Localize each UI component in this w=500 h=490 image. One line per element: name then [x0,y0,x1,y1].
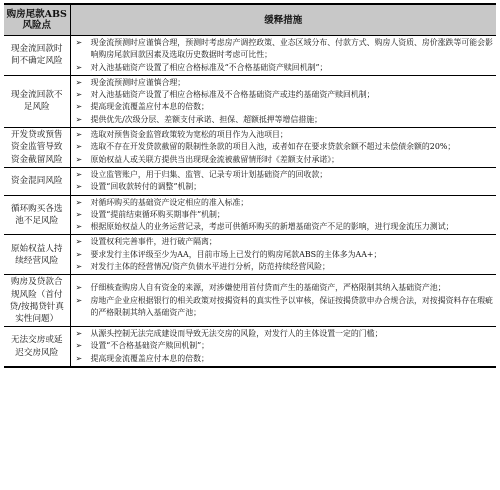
arrow-bullet-icon: ➢ [75,62,83,72]
risk-point-cell: 购房及贷款合规风险（首付贷/按揭贷针真实性问题） [4,275,70,327]
measure-text: 对入池基础资产设置了相应合格标准及“不合格基础资产赎回机制”； [90,62,328,72]
table-row [4,75,496,127]
measure-text: 现金流预测时应谨慎合理； [90,77,186,87]
measure-item [74,62,495,74]
measure-item [74,154,495,166]
measure-text: 设置“不合格基础资产赎回机制”； [90,341,210,351]
measure-text: 提高现金流覆盖应付本息的倍数； [90,353,209,363]
measure-text: 对循环购买的基础资产设定相应的准入标准； [90,197,249,207]
arrow-bullet-icon: ➢ [75,130,83,140]
measure-item [74,236,495,248]
abs-risk-mitigation-table [4,3,496,368]
arrow-bullet-icon: ➢ [75,169,83,179]
measure-text: 选取对预售资金监管政策较为宽松的项目作为入池项目； [90,130,288,140]
measure-text: 从源头控制无法完成建设而导致无法交房的风险，对发行人的主体设置一定的门槛； [90,329,383,339]
table-row [4,235,496,275]
measure-item [74,353,495,365]
measures-list [71,281,497,320]
measures-list [71,128,497,167]
measure-item [74,114,495,126]
measure-item [74,328,495,340]
measures-list [71,76,497,127]
table-row [4,167,496,195]
measures-cell [70,327,496,367]
measure-item [74,141,495,153]
measures-cell [70,195,496,235]
table-row [4,275,496,327]
arrow-bullet-icon: ➢ [75,249,83,259]
measure-text: 设置“回收款转付的调整”机制； [90,182,202,192]
arrow-bullet-icon: ➢ [75,295,83,305]
arrow-bullet-icon: ➢ [75,90,83,100]
measure-text: 设置“提前结束循环购买期事件”机制； [90,209,225,219]
measures-cell [70,167,496,195]
measure-item [74,209,495,221]
table-row [4,36,496,76]
arrow-bullet-icon: ➢ [75,38,83,47]
measures-list [71,168,497,195]
measure-text: 提高现金流覆盖应付本息的倍数； [90,102,209,112]
measure-item [74,37,495,62]
arrow-bullet-icon: ➢ [75,283,83,293]
table-body [4,36,496,368]
risk-point-cell: 资金混同风险 [4,167,70,195]
measures-cell [70,36,496,76]
arrow-bullet-icon: ➢ [75,237,83,247]
risk-point-cell: 现金流回款不足风险 [4,75,70,127]
measure-text: 提供优先/次级分层、差额支付承诺、担保、超额抵押等增信措施； [90,114,322,124]
arrow-bullet-icon: ➢ [75,197,83,207]
arrow-bullet-icon: ➢ [75,142,83,152]
arrow-bullet-icon: ➢ [75,182,83,192]
measure-item [74,340,495,352]
table-row [4,327,496,367]
measures-list [71,36,497,75]
arrow-bullet-icon: ➢ [75,114,83,124]
measure-text: 选取不存在开发贷款截留的限制性条款的项目入池，或者如存在要求贷款余额不超过未偿债余额的20%； [90,142,456,152]
measures-list [71,327,497,366]
risk-point-cell: 原始权益人持续经营风险 [4,235,70,275]
measure-item [74,261,495,273]
measure-item [74,221,495,233]
measure-item [74,282,495,294]
measure-item [74,129,495,141]
measures-cell [70,128,496,168]
measures-list [71,196,497,235]
arrow-bullet-icon: ➢ [75,329,83,339]
measure-text: 设立监管账户，用于归集、监管、记录专项计划基础资产的回收款； [90,169,328,179]
measures-cell [70,235,496,275]
header-risk-point: 购房尾款ABS风险点 [4,4,70,36]
measure-text: 要求发行主体评级至少为AA，目前市场上已发行的购房尾款ABS的主体多为AA+； [90,249,382,259]
measure-text: 房地产企业应根据银行的相关政策对按揭资料的真实性予以审核，保证按揭贷款申办合规合法，对按揭资料存在瑕疵的严格限制其纳入基础资产池； [90,295,493,317]
arrow-bullet-icon: ➢ [75,209,83,219]
risk-point-cell: 无法交房或延迟交房风险 [4,327,70,367]
measure-item [74,197,495,209]
measure-text: 仔细核查购房人自有资金的来源，对涉嫌使用首付贷而产生的基础资产，严格限制其纳入基础资产池； [90,283,446,293]
measure-item [74,181,495,193]
measure-text: 设置权利完善事件，进行破产隔离； [90,237,217,247]
measure-item [74,169,495,181]
table-row [4,195,496,235]
arrow-bullet-icon: ➢ [75,341,83,351]
measures-cell [70,275,496,327]
measures-cell [70,75,496,127]
arrow-bullet-icon: ➢ [75,353,83,363]
arrow-bullet-icon: ➢ [75,77,83,87]
risk-point-cell: 现金流回款时间不确定风险 [4,36,70,76]
measure-text: 对入池基础资产设置了相应合格标准及不合格基础资产或违约基础资产赎回机制； [90,90,375,100]
arrow-bullet-icon: ➢ [75,262,83,272]
table-row [4,128,496,168]
arrow-bullet-icon: ➢ [75,102,83,112]
risk-point-cell: 开发贷或预售资金监管导致资金截留风险 [4,128,70,168]
arrow-bullet-icon: ➢ [75,222,83,232]
risk-point-cell: 循环购买各选池不足风险 [4,195,70,235]
header-mitigation-measures: 缓释措施 [70,4,496,36]
measure-item [74,249,495,261]
measure-item [74,89,495,101]
measure-text: 根据原始权益人的业务运营记录，考虑可供循环购买的新增基础资产不足的影响，进行现金流压力测试； [90,222,454,232]
table-header [4,4,496,36]
measure-item [74,101,495,113]
arrow-bullet-icon: ➢ [75,154,83,164]
header-row [4,4,496,36]
measure-text: 现金流预测时应谨慎合理，预测时考虑房产调控政策、业态区域分布、付款方式、购房人资质、房价涨跌等可能会影响购房尾款回款因素及选取历史数据时考虑可比性； [90,38,493,60]
measure-text: 原始权益人或关联方提供当出现现金流被截留情形时《差额支付承诺》； [90,154,340,164]
measures-list [71,235,497,274]
measure-item [74,295,495,320]
measure-text: 对发行主体的经营情况/资产负债水平进行分析，防范持续经营风险； [90,262,330,272]
measure-item [74,77,495,89]
